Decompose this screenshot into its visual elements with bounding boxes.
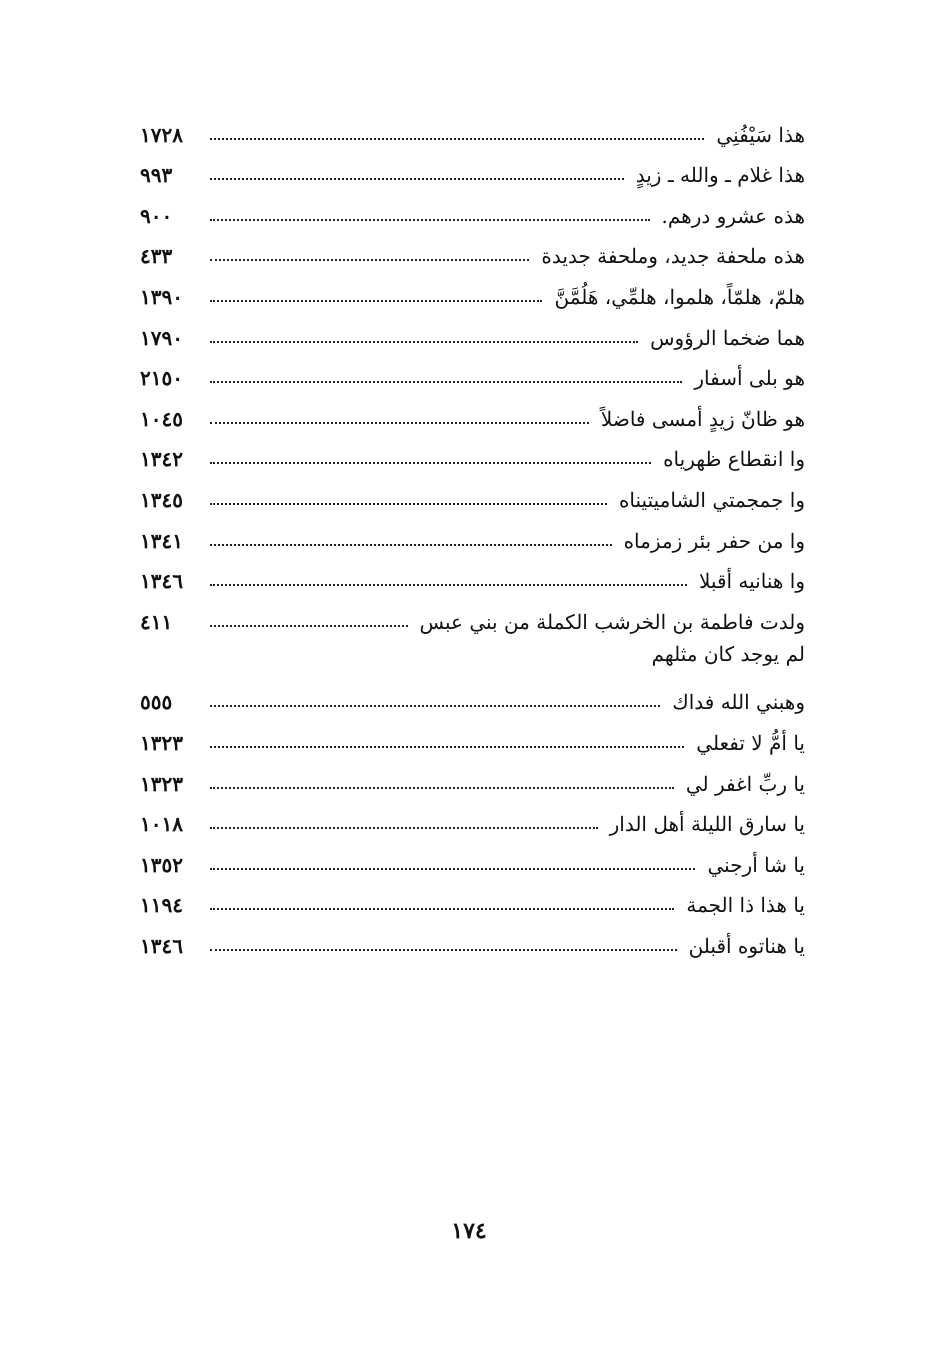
entry-text: وا انقطاع ظهرياه [663, 447, 805, 472]
entry-page-number: ٢١٥٠ [140, 366, 183, 391]
entry-text: هذه ملحفة جديد، وملحفة جديدة [541, 244, 805, 269]
index-entry [140, 147, 805, 188]
index-entry [140, 512, 805, 553]
entry-text: هذا غلام ـ والله ـ زيدٍ [635, 163, 805, 188]
index-entry [140, 350, 805, 391]
entry-page-number: ١٣٤١ [140, 528, 183, 553]
index-entry [140, 268, 805, 309]
entry-text: يا سارق الليلة أهل الدار [609, 812, 805, 837]
index-entry [140, 228, 805, 269]
wrapped-entry-continuation: لم يوجد كان مثلهم [651, 641, 805, 666]
entry-text: يا هناتوه أقبلن [688, 933, 805, 958]
dot-leader [210, 503, 607, 505]
entry-page-number: ١٠٤٥ [140, 406, 183, 431]
index-entry-wrapped [140, 593, 805, 674]
dot-leader [210, 584, 687, 586]
index-entry [140, 917, 805, 958]
entry-page-number: ١٣٩٠ [140, 284, 183, 309]
page-number: ١٧٤ [451, 1218, 487, 1244]
wrapped-entry-first-line [140, 593, 805, 634]
dot-leader [210, 381, 682, 383]
dot-leader [210, 422, 589, 424]
dot-leader [210, 787, 674, 789]
entry-page-number: ١٣٢٣ [140, 730, 183, 755]
entry-page-number: ١٧٩٠ [140, 325, 183, 350]
entry-page-number: ١٧٢٨ [140, 122, 183, 147]
entry-text: وهبني الله فداك [672, 690, 805, 715]
entry-text: وا هنانيه أقبلا [698, 569, 805, 594]
dot-leader [210, 827, 598, 829]
dot-leader [210, 868, 695, 870]
entry-text: وا من حفر بئر زمزماه [623, 528, 805, 553]
entry-text: هو بلى أسفار [694, 366, 805, 391]
entry-page-number: ١٣٤٦ [140, 569, 183, 594]
dot-leader [210, 746, 684, 748]
dot-leader [210, 341, 638, 343]
entry-text: يا هذا ذا الجمة [686, 893, 805, 918]
dot-leader [210, 544, 612, 546]
entry-text: يا أمُّ لا تفعلي [696, 730, 805, 755]
entry-page-number: ١٠١٨ [140, 812, 183, 837]
index-entry [140, 309, 805, 350]
index-entry [140, 796, 805, 837]
entry-page-number: ١٣٤٢ [140, 447, 183, 472]
entry-text: هذا سَيْفُنِي [716, 122, 805, 147]
entry-page-number: ٩٠٠ [140, 203, 173, 228]
entry-text: يا ربِّ اغفر لي [685, 771, 805, 796]
dot-leader [210, 300, 542, 302]
index-entry [140, 471, 805, 512]
index-entry [140, 553, 805, 594]
entry-page-number: ١٣٤٥ [140, 487, 183, 512]
entry-text: هو ظانّ زيدٍ أمسى فاضلاً [600, 406, 805, 431]
index-entry [140, 674, 805, 715]
entry-page-number: ٤١١ [140, 609, 173, 634]
entry-page-number: ٤٣٣ [140, 244, 173, 269]
dot-leader [210, 259, 529, 261]
dot-leader [210, 908, 674, 910]
entry-text: هما ضخما الرؤوس [650, 325, 805, 350]
index-entry [140, 106, 805, 147]
index-entry [140, 431, 805, 472]
index-entry [140, 187, 805, 228]
index-entry [140, 755, 805, 796]
index-entry [140, 714, 805, 755]
dot-leader [210, 705, 660, 707]
entry-page-number: ٥٥٥ [140, 690, 173, 715]
entry-text: هلمّ، هلمّاً، هلموا، هلمِّي، هَلُمَّنَّ [554, 284, 805, 309]
entry-text: هذه عشرو درهم. [661, 203, 805, 228]
entry-page-number: ١٣٤٦ [140, 933, 183, 958]
entry-text: وا جمجمتي الشاميتيناه [618, 487, 805, 512]
entry-page-number: ٩٩٣ [140, 163, 173, 188]
index-list [140, 106, 805, 958]
index-entry [140, 877, 805, 918]
entry-page-number: ١٣٢٣ [140, 771, 183, 796]
dot-leader [210, 178, 624, 180]
dot-leader [210, 219, 650, 221]
entry-text: يا شا أرجني [707, 852, 805, 877]
index-entry [140, 836, 805, 877]
dot-leader [210, 462, 651, 464]
index-entry [140, 390, 805, 431]
dot-leader [210, 949, 677, 951]
entry-page-number: ١١٩٤ [140, 893, 183, 918]
entry-text: ولدت فاطمة بن الخرشب الكملة من بني عبس [419, 609, 805, 634]
dot-leader [210, 138, 704, 140]
entry-page-number: ١٣٥٢ [140, 852, 183, 877]
dot-leader [210, 625, 408, 627]
